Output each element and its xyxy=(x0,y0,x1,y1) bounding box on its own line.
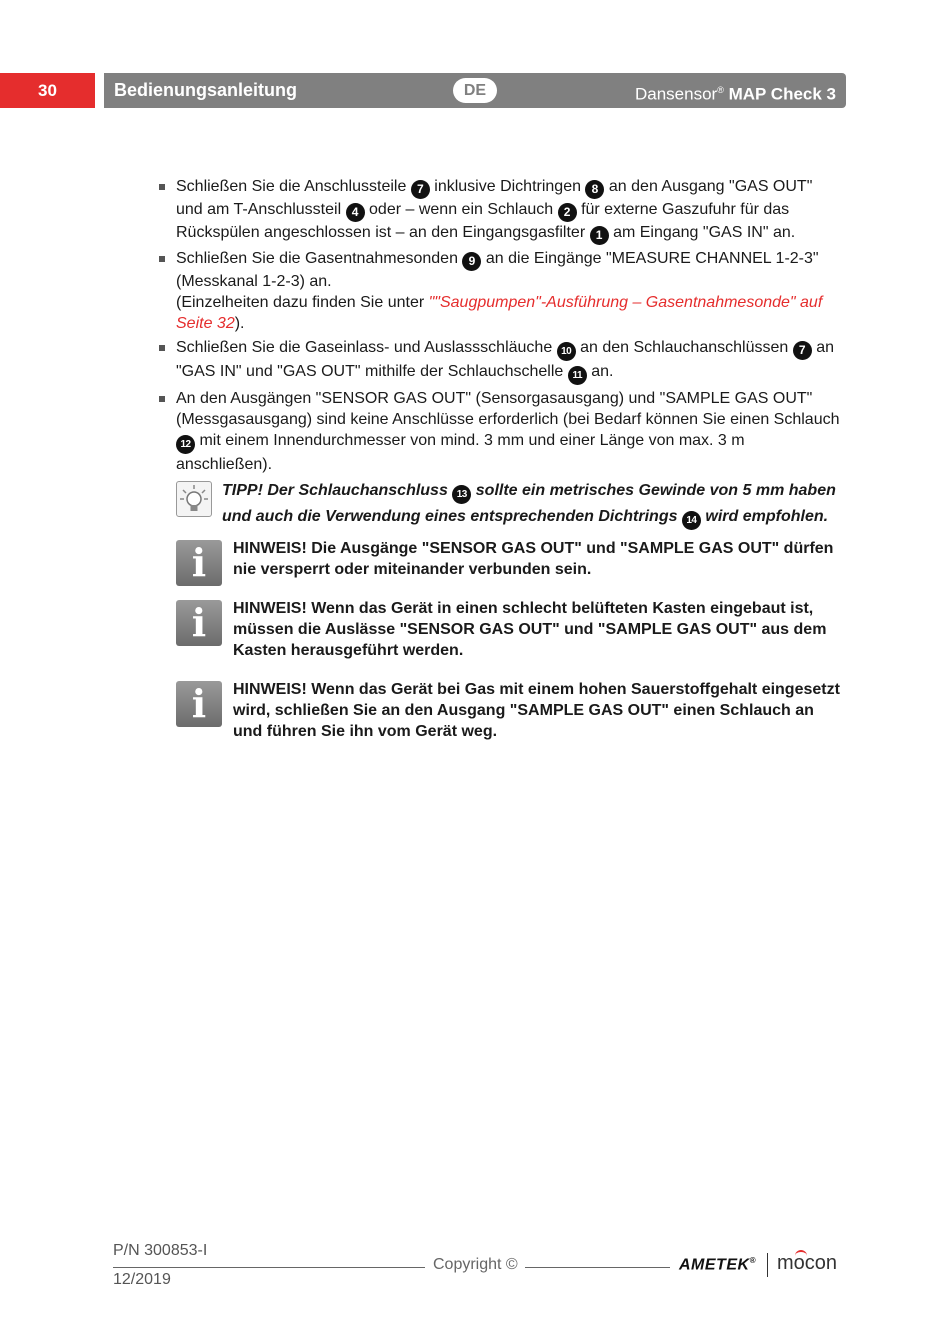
text: für externe Gaszufuhr für das Rückspülen angeschlossen ist – an den Eingangsgasfilter xyxy=(176,201,790,241)
text: oder – wenn ein Schlauch xyxy=(369,201,554,218)
main-content xyxy=(156,176,842,742)
text: Schließen Sie die Anschlussteile xyxy=(176,178,407,195)
page-number: 30 xyxy=(0,73,95,108)
product-model: MAP Check 3 xyxy=(728,84,836,104)
text: An den Ausgängen "SENSOR GAS OUT" (Sensorgasausgang) und "SAMPLE GAS OUT" (Messgasausgang) sind keine Anschlüsse erforderlich (bei Bedarf können Sie einen Schlauch xyxy=(176,390,840,428)
info-icon: i xyxy=(176,600,222,646)
note-text: HINWEIS! Wenn das Gerät in einen schlecht belüfteten Kasten eingebaut ist, müssen die Auslässe "SENSOR GAS OUT" und "SAMPLE GAS OUT" aus dem Kasten herausgeführt werden. xyxy=(233,600,827,659)
note-text: HINWEIS! Die Ausgänge "SENSOR GAS OUT" und "SAMPLE GAS OUT" dürfen nie versperrt oder miteinander verbunden sein. xyxy=(233,540,834,578)
note-box xyxy=(156,679,842,742)
footer-divider xyxy=(525,1267,670,1268)
text: an die Eingänge "MEASURE CHANNEL 1-2-3" (Messkanal 1-2-3) an. xyxy=(176,250,819,290)
callout-number: 9 xyxy=(462,252,481,271)
text: am Eingang "GAS IN" an. xyxy=(613,224,796,241)
callout-number: 14 xyxy=(682,511,701,530)
callout-number: 4 xyxy=(346,203,365,222)
text: ). xyxy=(234,315,245,332)
text: Schließen Sie die Gasentnahmesonden xyxy=(176,250,458,267)
text: TIPP! Der Schlauchanschluss xyxy=(222,482,448,499)
info-icon: i xyxy=(176,681,222,727)
text: mit einem Innendurchmesser von mind. 3 mm und einer Länge von max. 3 m anschließen). xyxy=(176,432,745,473)
footer-divider xyxy=(113,1267,425,1268)
ametek-reg-mark: ® xyxy=(749,1256,756,1265)
note-box xyxy=(156,598,842,661)
callout-number: 7 xyxy=(793,341,812,360)
note-text: HINWEIS! Wenn das Gerät bei Gas mit einem hohen Sauerstoffgehalt eingesetzt wird, schließen Sie an den Ausgang "SAMPLE GAS OUT" einen Schlauch an und führen Sie ihn vom Gerät weg. xyxy=(233,681,840,740)
tip-box xyxy=(156,478,842,530)
text: an. xyxy=(591,363,614,380)
list-item xyxy=(156,337,842,385)
text: Schließen Sie die Gaseinlass- und Auslassschläuche xyxy=(176,339,553,356)
info-icon: i xyxy=(176,540,222,586)
callout-number: 12 xyxy=(176,435,195,454)
list-item xyxy=(156,176,842,245)
header-bar xyxy=(104,73,846,108)
callout-number: 8 xyxy=(585,180,604,199)
ametek-logo-text: AMETEK xyxy=(679,1256,750,1274)
cross-reference-link[interactable]: ""Saugpumpen"-Ausführung – Gasentnahmesonde" auf Seite 32 xyxy=(176,294,823,332)
lightbulb-icon xyxy=(176,481,212,517)
callout-number: 2 xyxy=(558,203,577,222)
instruction-list xyxy=(156,176,842,475)
product-brand: Dansensor xyxy=(635,84,718,104)
footer-date: 12/2019 xyxy=(113,1271,171,1288)
callout-number: 13 xyxy=(452,485,471,504)
ametek-logo xyxy=(679,1256,756,1274)
callout-number: 7 xyxy=(411,180,430,199)
language-badge: DE xyxy=(453,78,497,103)
mocon-logo: mocon xyxy=(777,1252,838,1274)
text: (Einzelheiten dazu finden Sie unter xyxy=(176,294,425,311)
callout-number: 1 xyxy=(590,226,609,245)
text: sollte ein metrisches Gewinde von 5 mm haben und auch die Verwendung eines entsprechenden Dichtrings xyxy=(222,482,836,525)
list-item xyxy=(156,248,842,334)
text: an den Schlauchanschlüssen xyxy=(580,339,789,356)
text: an den Ausgang "GAS OUT" und am T-Anschlussteil xyxy=(176,178,813,218)
text: an "GAS IN" und "GAS OUT" mithilfe der Schlauchschelle xyxy=(176,339,834,380)
text: inklusive Dichtringen xyxy=(434,178,581,195)
logo-separator xyxy=(767,1253,768,1277)
header-title: Bedienungsanleitung xyxy=(114,80,298,100)
callout-number: 11 xyxy=(568,366,587,385)
part-number: P/N 300853-I xyxy=(113,1242,208,1259)
note-box xyxy=(156,538,842,584)
text: wird empfohlen. xyxy=(705,508,829,525)
copyright: Copyright © xyxy=(433,1256,518,1273)
callout-number: 10 xyxy=(557,342,576,361)
product-reg-mark: ® xyxy=(717,85,724,95)
list-item xyxy=(156,388,842,475)
product-name xyxy=(635,73,836,108)
